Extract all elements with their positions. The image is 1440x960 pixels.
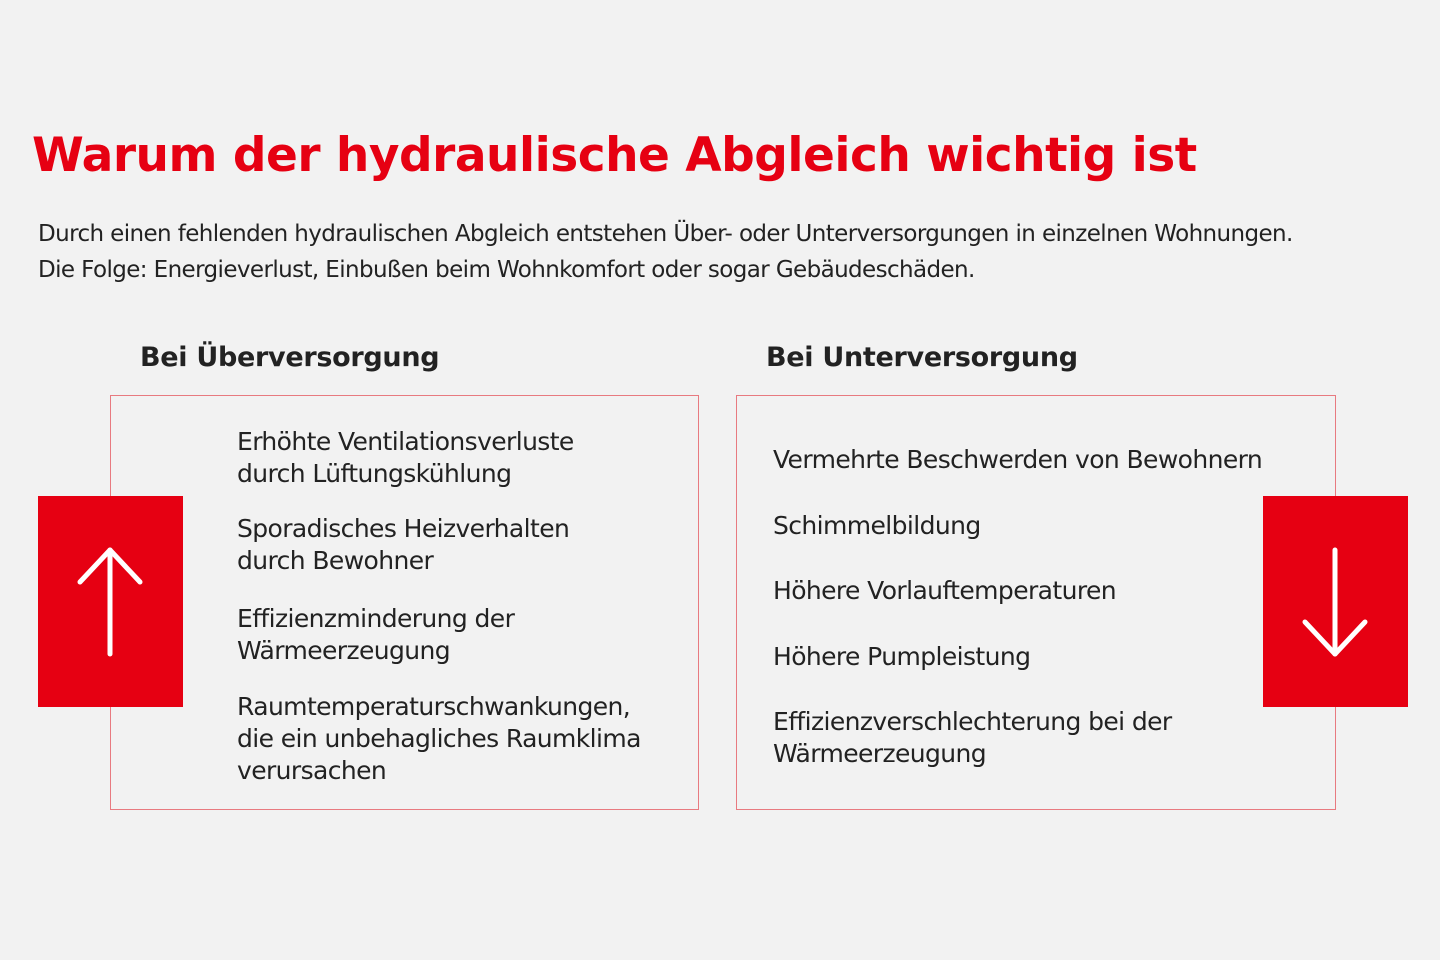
oversupply-item: Sporadisches Heizverhalten durch Bewohner xyxy=(237,514,570,575)
undersupply-box xyxy=(736,395,1336,810)
intro-line-1: Durch einen fehlenden hydraulischen Abgleich entstehen Über- oder Unterversorgungen in einzelnen Wohnungen. xyxy=(38,221,1293,247)
undersupply-arrow-block xyxy=(1263,496,1408,707)
undersupply-heading: Bei Unterversorgung xyxy=(766,342,1078,373)
oversupply-arrow-block xyxy=(38,496,183,707)
page-title: Warum der hydraulische Abgleich wichtig ist xyxy=(32,128,1197,183)
undersupply-item: Höhere Vorlauftemperaturen xyxy=(773,576,1116,605)
oversupply-item: Effizienzminderung der Wärmeerzeugung xyxy=(237,604,515,665)
oversupply-item: Raumtemperaturschwankungen, die ein unbehagliches Raumklima verursachen xyxy=(237,692,641,785)
undersupply-item: Höhere Pumpleistung xyxy=(773,642,1031,671)
undersupply-item: Schimmelbildung xyxy=(773,511,981,540)
intro-text xyxy=(38,216,1293,288)
arrow-up-icon xyxy=(38,496,183,707)
intro-line-2: Die Folge: Energieverlust, Einbußen beim Wohnkomfort oder sogar Gebäudeschäden. xyxy=(38,257,975,283)
oversupply-item: Erhöhte Ventilationsverluste durch Lüftungskühlung xyxy=(237,427,574,488)
undersupply-item: Effizienzverschlechterung bei der Wärmeerzeugung xyxy=(773,707,1172,768)
arrow-down-icon xyxy=(1263,496,1408,707)
oversupply-box xyxy=(110,395,699,810)
oversupply-heading: Bei Überversorgung xyxy=(140,342,440,373)
undersupply-item: Vermehrte Beschwerden von Bewohnern xyxy=(773,445,1263,474)
